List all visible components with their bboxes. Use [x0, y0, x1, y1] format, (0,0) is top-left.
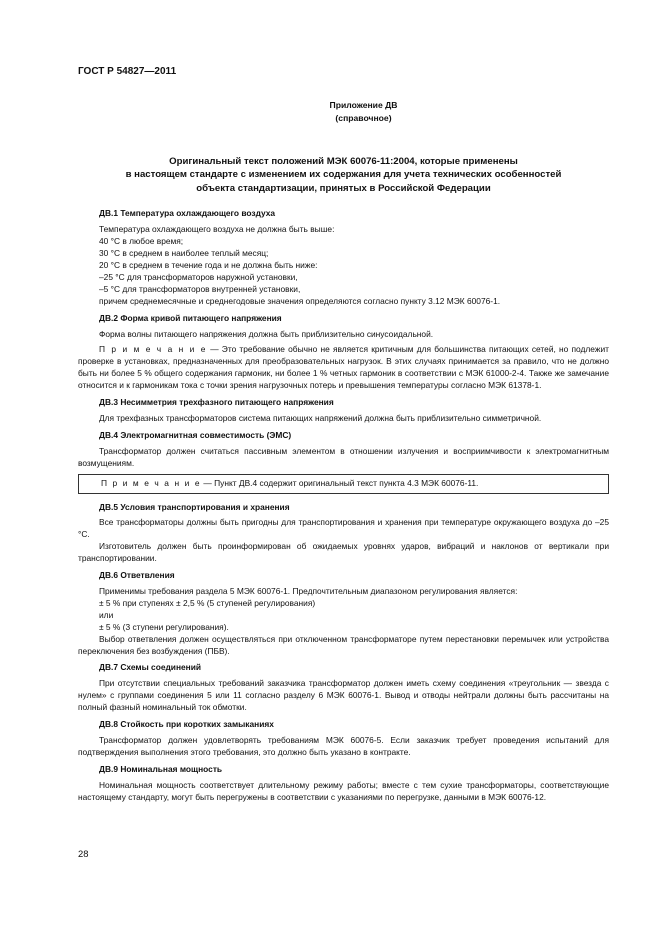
section-heading: ДВ.1 Температура охлаждающего воздуха	[99, 208, 276, 219]
section-dv6	[78, 570, 609, 657]
paragraph: Трансформатор должен удовлетворять требованиям МЭК 60076-5. Если заказчик требует проведения испытаний для подтверждения выполнения этого требования, это должно быть указано в контракте.	[78, 734, 609, 757]
appendix-label: Приложение ДВ	[329, 99, 398, 110]
section-dv7	[78, 662, 609, 714]
text-line: –5 °С для трансформаторов внутренней установки,	[99, 283, 301, 294]
section-dv9	[78, 764, 609, 804]
paragraph: Изготовитель должен быть проинформирован об ожидаемых уровнях ударов, вибраций и наклонов от вертикали при транспортировании.	[78, 541, 609, 564]
note-text: — Пункт ДВ.4 содержит оригинальный текст пункта 4.3 МЭК 60076-11.	[201, 477, 479, 488]
paragraph: Номинальная мощность соответствует длительному режиму работы; вместе с тем сухие трансформаторы, соответствующие настоящему стандарту, могут быть перегружены в соответствии с указаниями по перегрузке, данными в МЭК 60076-12.	[78, 779, 609, 802]
section-heading: ДВ.8 Стойкость при коротких замыканиях	[99, 719, 274, 730]
paragraph: При отсутствии специальных требований заказчика трансформатор должен иметь схему соединения «треугольник — звезда с нулем» с группами соединения 5 или 11 согласно разделу 6 МЭК 60076-1. Вывод и отводы нейтрали должны быть рассчитаны на полный фазный номинальный ток обмотки.	[78, 678, 609, 713]
page-number: 28	[78, 848, 89, 859]
section-dv2	[78, 313, 609, 392]
paragraph: Для трехфазных трансформаторов система питающих напряжений должна быть приблизительно симметричной.	[99, 413, 542, 423]
section-heading: ДВ.2 Форма кривой питающего напряжения	[99, 312, 282, 323]
title-line: объекта стандартизации, принятых в Российской Федерации	[196, 182, 491, 194]
section-heading: ДВ.3 Несимметрия трехфазного питающего напряжения	[99, 397, 334, 408]
section-dv4	[78, 430, 609, 494]
text-line: причем среднемесячные и среднегодовые значения определяются согласно пункту 3.12 МЭК 60076-1.	[99, 295, 501, 306]
section-heading: ДВ.5 Условия транспортирования и хранения	[99, 501, 290, 512]
section-heading: ДВ.4 Электромагнитная совместимость (ЭМС)	[99, 429, 292, 440]
note-label: П р и м е ч а н и е	[99, 344, 208, 355]
note-label: П р и м е ч а н и е	[101, 477, 202, 488]
section-dv1	[78, 208, 609, 307]
note-text: — Это требование обычно не является критичным для большинства питающих сетей, но подлежит проверке в установках, предназначенных для преобразовательных нагрузок. В этих случаях принимается за правило, что не должно быть ни более 5 % общего содержания гармоник, ни более 1 % четных гармоник в соответствии с МЭК 61000-2-4. Также же замечание относится и к гармоникам тока с точки зрения нагрузочных потерь и превышения температуры согласно МЭК 61378-1.	[78, 344, 609, 391]
section-heading: ДВ.9 Номинальная мощность	[99, 763, 223, 774]
appendix-heading	[118, 99, 609, 125]
boxed-note	[78, 474, 609, 494]
paragraph: Форма волны питающего напряжения должна быть приблизительно синусоидальной.	[99, 328, 434, 339]
section-dv8	[78, 719, 609, 759]
section-heading: ДВ.6 Ответвления	[99, 570, 175, 581]
title-line: Оригинальный текст положений МЭК 60076-11:2004, которые применены	[169, 155, 518, 167]
text-line: 20 °С в среднем в течение года и не должна быть ниже:	[99, 260, 318, 271]
section-heading: ДВ.7 Схемы соединений	[99, 662, 202, 673]
text-line: ± 5 % (3 ступени регулирования).	[99, 621, 229, 632]
document-code: ГОСТ Р 54827—2011	[78, 66, 177, 77]
text-line: Температура охлаждающего воздуха не должна быть выше:	[99, 224, 335, 235]
paragraph: Выбор ответвления должен осуществляться при отключенном трансформаторе путем перестановки перемычек или устройства переключения без возбуждения (ПБВ).	[78, 633, 609, 656]
paragraph: Все трансформаторы должны быть пригодны для транспортирования и хранения при температуре окружающего воздуха до –25 °С.	[78, 517, 609, 540]
text-line: –25 °С для трансформаторов наружной установки,	[99, 271, 298, 282]
paragraph: Трансформатор должен считаться пассивным элементом в отношении излучения и восприимчивости к электромагнитным возмущениям.	[78, 445, 609, 468]
section-dv5	[78, 502, 609, 566]
text-line: 30 °С в среднем в наиболее теплый месяц;	[99, 248, 269, 259]
appendix-type: (справочное)	[335, 112, 392, 123]
appendix-title	[78, 155, 609, 196]
text-line: 40 °С в любое время;	[99, 236, 184, 247]
title-line: в настоящем стандарте с изменением их содержания для учета технических особенностей	[125, 169, 562, 181]
section-dv3	[78, 397, 609, 425]
text-line: Применимы требования раздела 5 МЭК 60076-1. Предпочтительным диапазоном регулирования является:	[99, 585, 518, 596]
note-paragraph	[78, 344, 609, 392]
text-line: или	[99, 609, 114, 620]
text-line: ± 5 % при ступенях ± 2,5 % (5 ступеней регулирования)	[99, 597, 316, 608]
